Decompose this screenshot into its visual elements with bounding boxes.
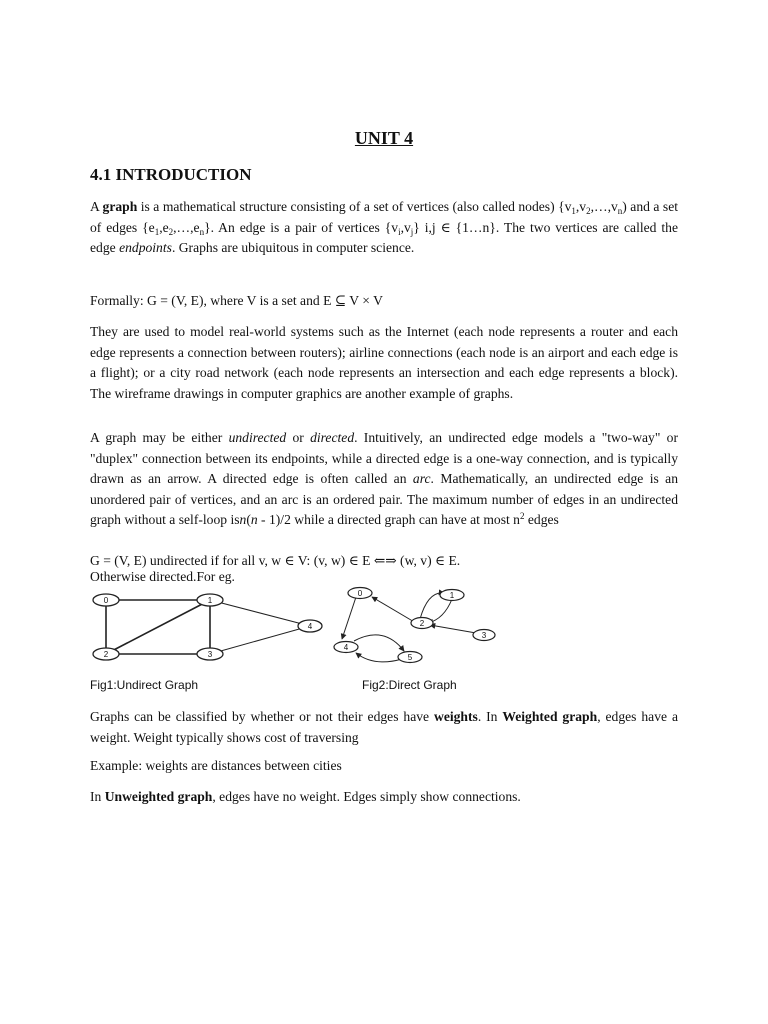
arc-2-0: [372, 597, 416, 623]
digraph-label-5: 5: [407, 653, 413, 662]
paragraph-weight-example: Example: weights are distances between cities: [90, 758, 342, 773]
edge-1-4: [210, 600, 310, 626]
edge-3-4: [210, 626, 310, 654]
arc-3-2: [430, 625, 476, 633]
directed-graph-figure: [328, 583, 498, 669]
node-label-4: 4: [307, 622, 313, 631]
digraph-label-1: 1: [449, 591, 455, 600]
undirected-graph-figure: [88, 588, 328, 668]
node-label-3: 3: [207, 650, 213, 659]
digraph-label-4: 4: [343, 643, 349, 652]
node-label-2: 2: [103, 650, 109, 659]
digraph-label-3: 3: [481, 631, 487, 640]
paragraph-directed-undirected: A graph may be either undirected or directed. Intuitively, an undirected edge models a "two-way" or "duplex" connection between its endpoints, while a directed edge is a one-way connection, and is typically drawn as an arrow. A directed edge is often called an arc. Mathematically, an undirected edge is an unordered pair of vertices, and an arc is an ordered pair. The maximum number of edges in an undirected graph without a self-loop isn(n - 1)/2 while a directed graph can have at most $n^2$ edges: [90, 430, 678, 527]
edge-1-2: [106, 600, 210, 654]
paragraph-definition: A graph is a mathematical structure consisting of a set of vertices (also called nodes) $\{v_1,v_2,\dots,v_n)$ and a set of edges $\{e_1,e_2,\dots,e_n\}$. An edge is a pair of vertices $\{v_i,v_j\}$ i,j ∈ {1…n}. The two vertices are called the edge endpoints. Graphs are ubiquitous in computer science.: [90, 199, 679, 255]
digraph-label-2: 2: [419, 619, 425, 628]
paragraph-weighted-graph: Graphs can be classified by whether or not their edges have weights. In Weighted graph, edges have a weight. Weight typically shows cost of traversing: [90, 709, 678, 745]
node-label-1: 1: [207, 596, 213, 605]
unit-title: UNIT 4: [354, 128, 414, 148]
paragraph-formal-definition: Formally: G = (V, E), where V is a set and E ⊆ V × V: [90, 293, 383, 308]
figure-2-caption: Fig2:Direct Graph: [362, 678, 457, 692]
arc-5-4: [356, 653, 402, 662]
paragraph-undirected-condition: G = (V, E) undirected if for all v, w ∈ V: (v, w) ∈ E ⇐⇒ (w, v) ∈ E. Otherwise directed.For eg.: [90, 553, 461, 584]
term-endpoints: endpoints: [119, 240, 172, 255]
paragraph-applications: They are used to model real-world systems such as the Internet (each node represents a router and each edge represents a connection between routers); airline connections (each node is an airport and each edge is a flight); or a city road network (each node represents an intersection and each edge represents a block). The wireframe drawings in computer graphics are another example of graphs.: [90, 324, 678, 401]
node-label-0: 0: [103, 596, 109, 605]
figure-1-caption: Fig1:Undirect Graph: [90, 678, 199, 692]
digraph-label-0: 0: [357, 589, 363, 598]
arc-0-4: [342, 597, 356, 639]
paragraph-unweighted-graph: In Unweighted graph, edges have no weight. Edges simply show connections.: [90, 789, 521, 804]
term-graph: graph: [102, 199, 138, 214]
arc-4-5: [354, 635, 404, 651]
arc-1-2: [428, 599, 452, 623]
section-heading: 4.1 INTRODUCTION: [90, 165, 252, 184]
